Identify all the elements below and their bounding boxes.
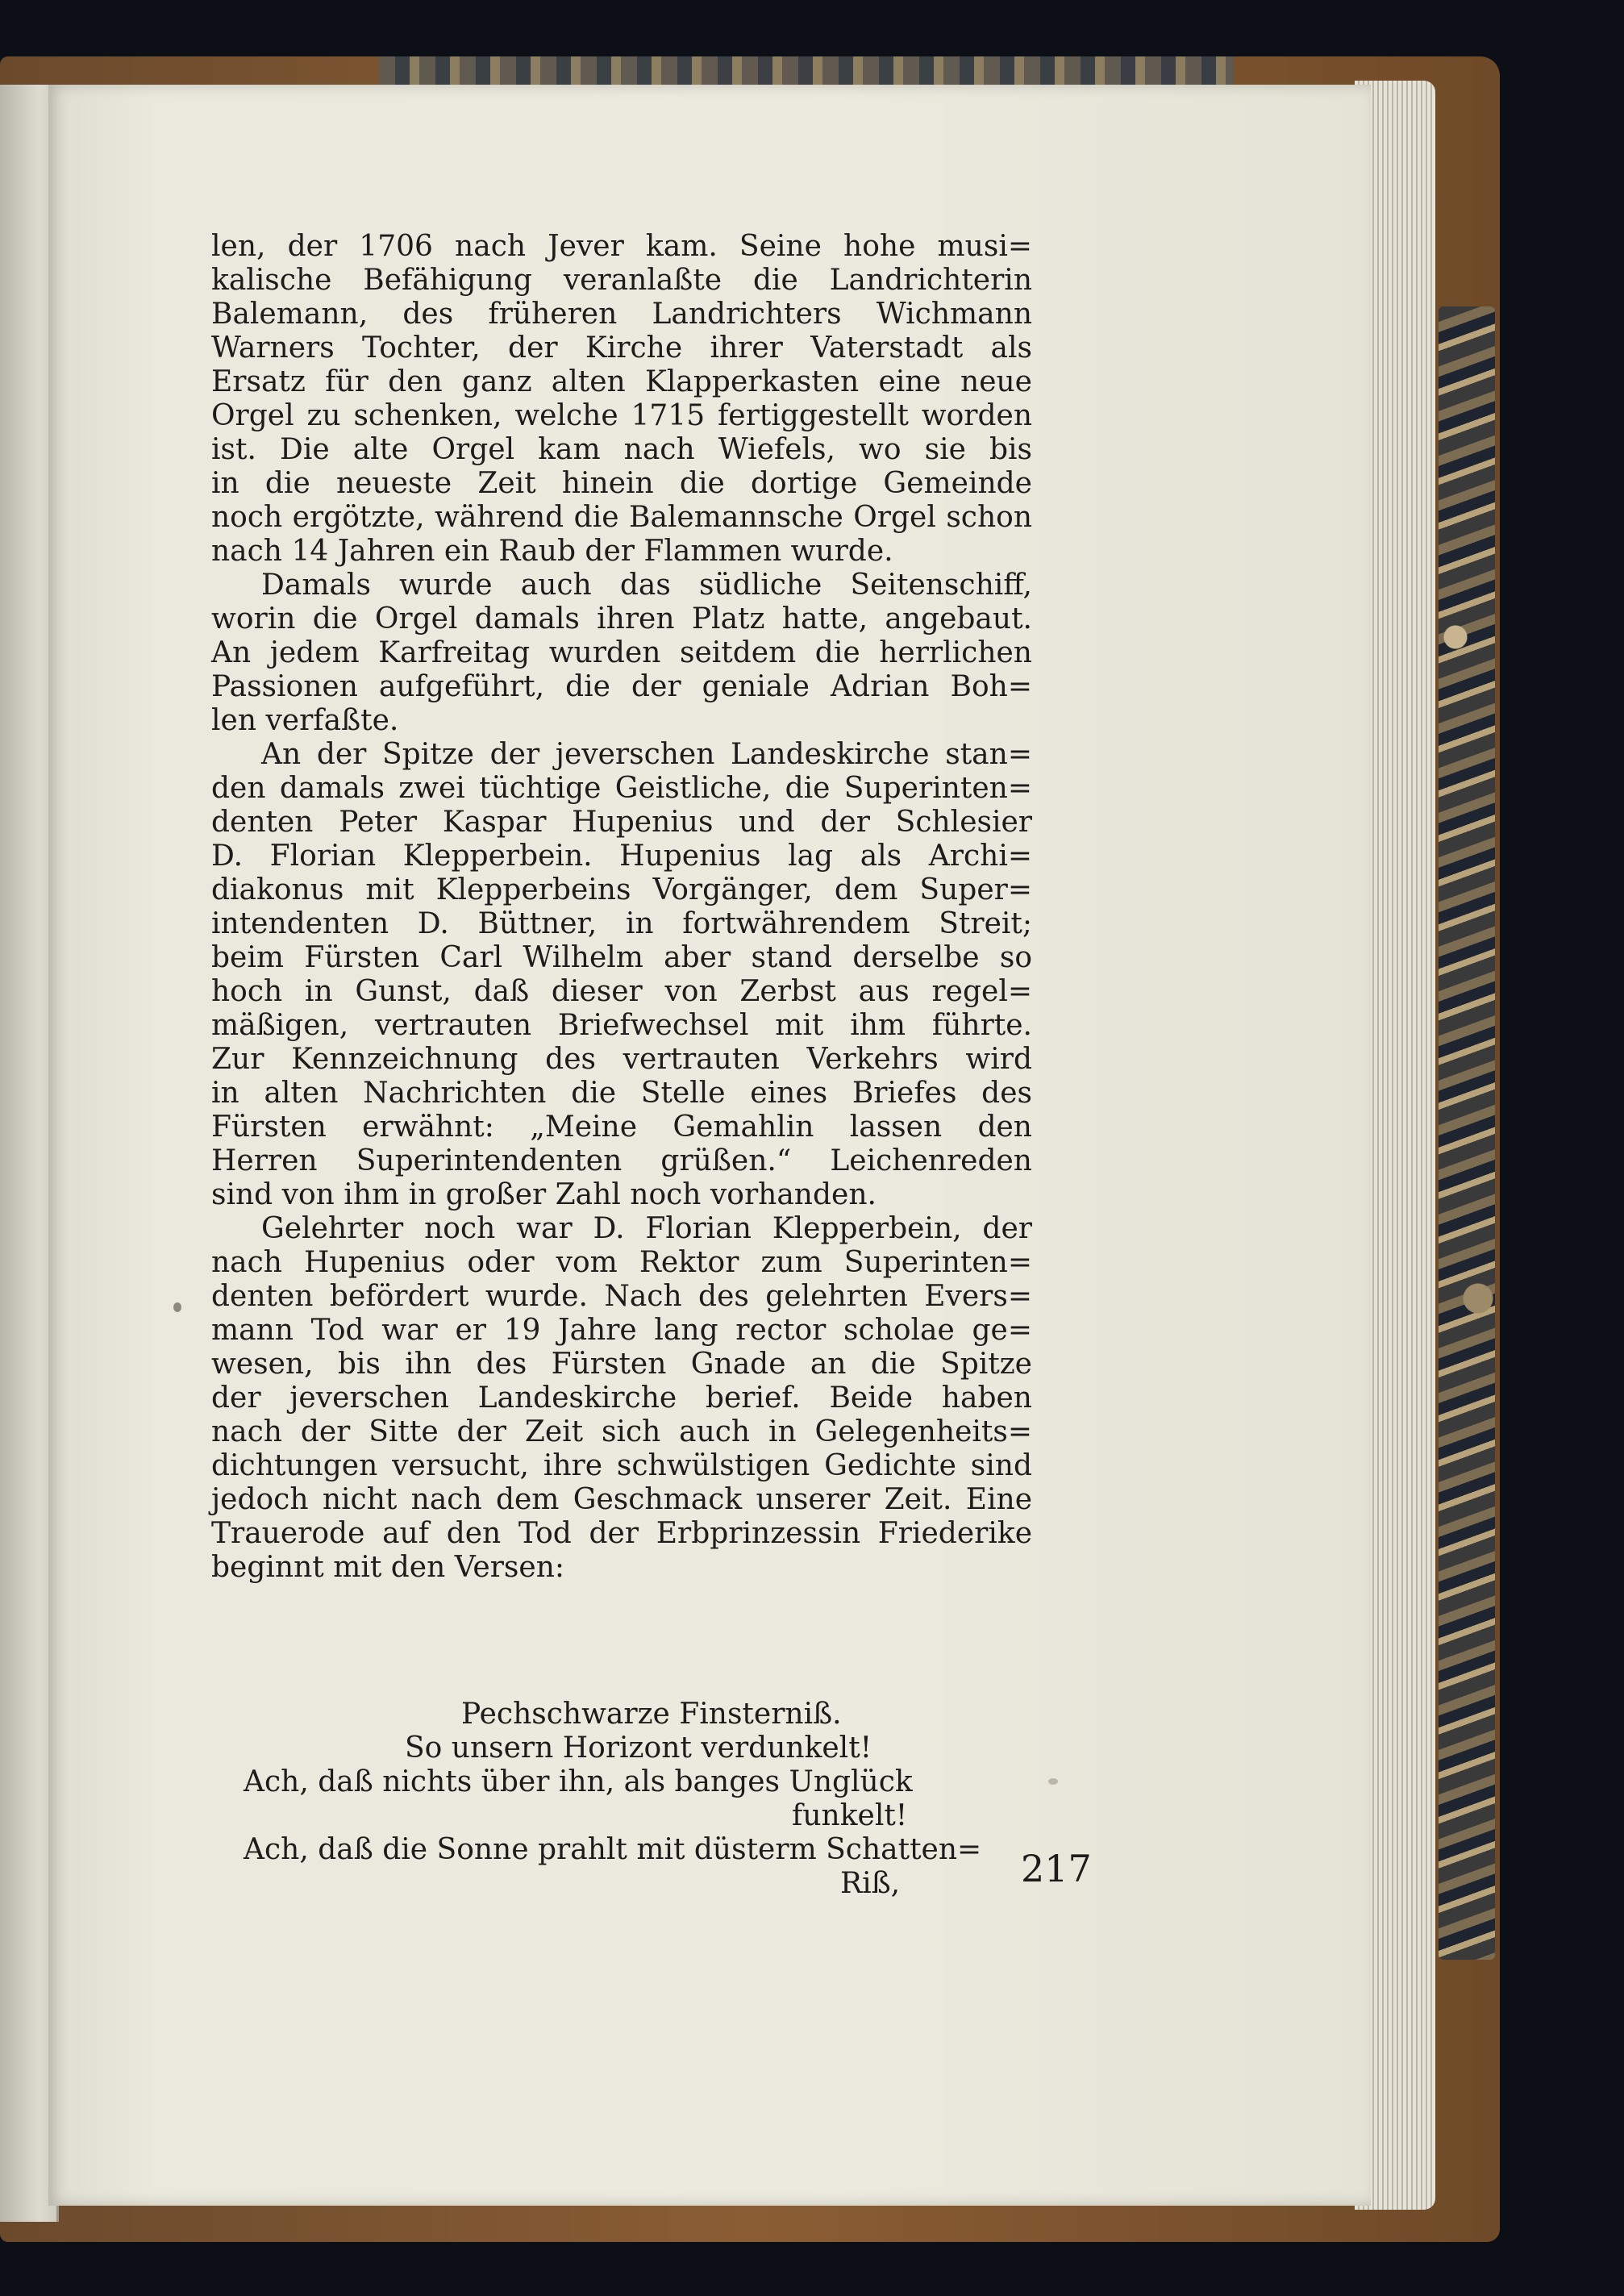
text-line: denten Peter Kaspar Hupenius und der Schlesier [211, 806, 1032, 839]
text-line: dichtungen versucht, ihre schwülstigen Gedichte sind [211, 1449, 1032, 1482]
poem-line: Pechschwarze Finsterniß. [461, 1698, 842, 1731]
text-line: in alten Nachrichten die Stelle eines Briefes des [211, 1077, 1032, 1110]
marbled-edge-right [1439, 306, 1495, 1960]
poem-line: So unsern Horizont verdunkelt! [405, 1731, 872, 1765]
text-line: nach Hupenius oder vom Rektor zum Superinten= [211, 1246, 1032, 1279]
text-line: in die neueste Zeit hinein die dortige Gemeinde [211, 467, 1032, 500]
text-line: nach der Sitte der Zeit sich auch in Gelegenheits= [211, 1415, 1032, 1448]
text-line: hoch in Gunst, daß dieser von Zerbst aus regel= [211, 975, 1032, 1008]
text-line: den damals zwei tüchtige Geistliche, die Superinten= [211, 772, 1032, 805]
text-line: Passionen aufgeführt, die der geniale Adrian Boh= [211, 670, 1032, 703]
text-line: ist. Die alte Orgel kam nach Wiefels, wo sie bis [211, 433, 1032, 466]
text-line: len, der 1706 nach Jever kam. Seine hohe musi= [211, 230, 1032, 263]
text-line: Zur Kennzeichnung des vertrauten Verkehrs wird [211, 1043, 1032, 1076]
text-line: denten befördert wurde. Nach des gelehrten Evers= [211, 1280, 1032, 1313]
text-line: len verfaßte. [211, 704, 399, 737]
text-line: An jedem Karfreitag wurden seitdem die herrlichen [211, 636, 1032, 669]
text-line: nach 14 Jahren ein Raub der Flammen wurde. [211, 535, 893, 568]
text-line: mann Tod war er 19 Jahre lang rector scholae ge= [211, 1314, 1032, 1347]
text-line: Orgel zu schenken, welche 1715 fertiggestellt worden [211, 399, 1032, 432]
marbled-edge-top [379, 56, 1234, 89]
text-line: der jeverschen Landeskirche berief. Beide haben [211, 1381, 1032, 1415]
text-line: Ersatz für den ganz alten Klapperkasten eine neue [211, 365, 1032, 398]
text-line: D. Florian Klepperbein. Hupenius lag als Archi= [211, 840, 1032, 873]
text-line: Fürsten erwähnt: „Meine Gemahlin lassen den [211, 1110, 1032, 1144]
text-line: diakonus mit Klepperbeins Vorgänger, dem Super= [211, 873, 1032, 906]
text-line: wesen, bis ihn des Fürsten Gnade an die Spitze [211, 1348, 1032, 1381]
text-line: intendenten D. Büttner, in fortwährendem Streit; [211, 907, 1032, 940]
text-line: An der Spitze der jeverschen Landeskirche stan= [261, 738, 1032, 771]
poem-line: Ach, daß die Sonne prahlt mit düsterm Schatten= [244, 1833, 982, 1866]
text-line: Trauerode auf den Tod der Erbprinzessin Friederike [211, 1517, 1032, 1550]
text-line: beginnt mit den Versen: [211, 1551, 565, 1584]
text-line: Balemann, des früheren Landrichters Wichmann [211, 298, 1032, 331]
body-text [211, 230, 1032, 1585]
poem-line: funkelt! [792, 1799, 908, 1832]
text-line: Gelehrter noch war D. Florian Klepperbein, der [261, 1212, 1032, 1245]
text-line: sind von ihm in großer Zahl noch vorhanden. [211, 1178, 877, 1211]
poem-line: Riß, [840, 1867, 901, 1900]
poem-verse [211, 1698, 1034, 1901]
text-line: jedoch nicht nach dem Geschmack unserer Zeit. Eine [211, 1483, 1032, 1516]
text-line: kalische Befähigung veranlaßte die Landrichterin [211, 264, 1032, 297]
text-line: beim Fürsten Carl Wilhelm aber stand derselbe so [211, 941, 1032, 974]
text-line: worin die Orgel damals ihren Platz hatte, angebaut. [211, 602, 1032, 635]
poem-line: Ach, daß nichts über ihn, als banges Unglück [244, 1765, 913, 1798]
text-line: Warners Tochter, der Kirche ihrer Vaterstadt als [211, 331, 1032, 365]
text-line: Damals wurde auch das südliche Seitenschiff, [261, 569, 1032, 602]
text-line: noch ergötzte, während die Balemannsche Orgel schon [211, 501, 1032, 534]
paper-spot [173, 1302, 181, 1312]
text-line: mäßigen, vertrauten Briefwechsel mit ihm führte. [211, 1009, 1032, 1042]
text-line: Herren Superintendenten grüßen.“ Leichenreden [211, 1144, 1032, 1177]
paper-spot [1048, 1778, 1058, 1785]
page-number: 217 [1021, 1847, 1092, 1890]
